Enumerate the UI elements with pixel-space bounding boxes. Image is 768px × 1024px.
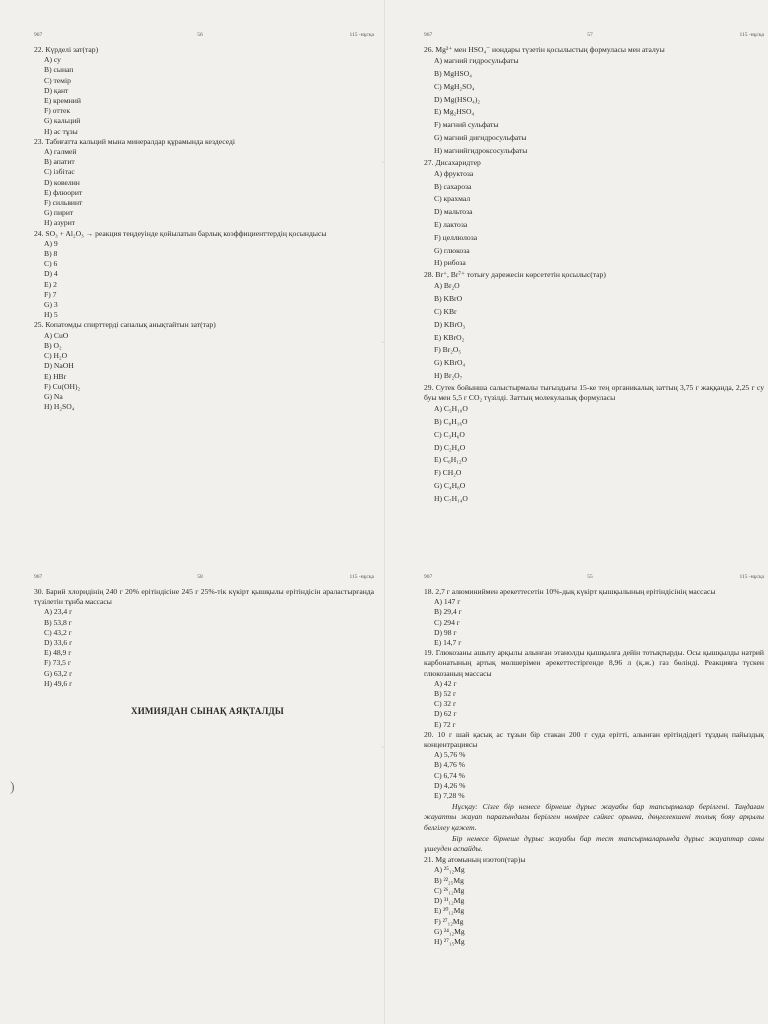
answer-option: F) целлюлоза	[434, 232, 478, 242]
question	[34, 320, 374, 412]
answer-option: D) KBrO₃	[434, 319, 466, 329]
answer-option: E) 2	[44, 279, 57, 289]
answer-option: A) 23,4 г	[44, 607, 73, 617]
answer-option: H) Br₂O₇	[434, 370, 463, 380]
answer-option: A) Br₂O	[434, 281, 460, 291]
question	[424, 383, 764, 506]
answer-option: B) C₈H₁₆O	[434, 416, 468, 426]
answer-option: C) ізбітас	[44, 167, 75, 177]
answer-option: C) MgH₂SO₄	[434, 81, 475, 91]
question	[424, 270, 764, 383]
answer-option: H) азурит	[44, 218, 76, 228]
answer-option: F) CH₂O	[434, 468, 462, 478]
answer-option: H) 5	[44, 310, 58, 320]
answer-option: B) 52 г	[434, 689, 457, 699]
instruction-note: Нұсқау: Сізге бір немесе бірнеше дұрыс жауабы бар тапсырмалар берілгені. Таңдаған жауапты жауап парағындағы берілген нөмірге сәйкес орынға, дөңгелекшені толық бояу арқылы белгілеу қажет.	[424, 802, 764, 832]
page-header	[34, 30, 374, 42]
option-list	[34, 331, 374, 413]
option-list	[34, 147, 374, 229]
answer-option: B) ²²₂₅Mg	[434, 875, 464, 885]
test-end-title: ХИМИЯДАН СЫНАҚ АЯҚТАЛДЫ	[131, 706, 284, 716]
answer-option: D) NaOH	[44, 361, 74, 371]
answer-option: F) ²⁷₁₂Mg	[434, 916, 464, 926]
option-list	[34, 239, 374, 321]
answer-option: B) 8	[44, 249, 58, 259]
page-55	[424, 572, 764, 947]
answer-option: A) CuO	[44, 330, 69, 340]
answer-option: D) 62 г	[434, 709, 457, 719]
question	[34, 587, 374, 689]
page-header	[34, 572, 374, 584]
answer-option: F) оттек	[44, 106, 71, 116]
question-text: 24. SO₃ + Al₂O₃ → реакция теңдеуінде қойылатын барлық коэффициенттердің қосындысы	[34, 228, 327, 238]
answer-option: D) C₂H₄O	[434, 442, 466, 452]
question	[424, 158, 764, 271]
option-list	[424, 55, 764, 157]
answer-option: D) 33,6 г	[44, 638, 73, 648]
answer-option: E) 14,7 г	[434, 638, 462, 648]
option-list	[34, 55, 374, 137]
question-text: 22. Күрделі зат(тар)	[34, 45, 99, 54]
question-text: 23. Табиғатта кальций мына минералдар құрамында кездеседі	[34, 136, 235, 146]
answer-option: E) C₆H₁₂O	[434, 455, 468, 465]
answer-option: F) 73,5 г	[44, 658, 71, 668]
answer-option: H) ас тұзы	[44, 126, 78, 136]
answer-option: B) MgHSO₄	[434, 69, 472, 78]
option-list	[424, 750, 764, 801]
page-57	[424, 30, 764, 506]
answer-option: G) пирит	[44, 208, 74, 218]
answer-option: F) 7	[44, 289, 57, 299]
answer-option: B) апатит	[44, 157, 75, 167]
answer-option: F) Br₂O₅	[434, 345, 462, 355]
answer-option: G) кальций	[44, 116, 81, 126]
question-text: 19. Глюкозаны ашыту арқылы алынған этанолды қышқылға дейін тотықтырды. Осы қышқылды натрий карбонатының артық мөлшерімен әрекеттестіргенде 8,96 л (қ.ж.) газ бөлінді. Реакцияға түскен глюкозаның массасы	[424, 648, 764, 678]
question-text: 21. Mg атомының изотоп(тар)ы	[424, 855, 526, 865]
answer-option: C) ²⁶₁₂Mg	[434, 885, 465, 895]
answer-option: C) крахмал	[434, 194, 471, 204]
answer-option: A) 5,76 %	[434, 750, 466, 760]
answer-option: D) қант	[44, 85, 69, 95]
question	[424, 648, 764, 730]
page-header	[424, 572, 764, 584]
page-58	[34, 572, 374, 689]
answer-option: H) 49,6 г	[44, 678, 73, 688]
answer-option: E) 48,9 г	[44, 648, 72, 658]
answer-option: D) 4	[44, 269, 58, 279]
question	[424, 45, 764, 158]
answer-option: A) 147 г	[434, 597, 461, 607]
answer-option: C) 43,2 г	[44, 627, 72, 637]
answer-option: B) KBrO	[434, 294, 463, 304]
answer-option: B) сахароза	[434, 181, 472, 191]
answer-option: H) магнийгидроксосульфаты	[434, 145, 528, 155]
option-list	[424, 865, 764, 947]
question	[34, 137, 374, 229]
answer-option: B) сынап	[44, 65, 74, 75]
answer-option: A) су	[44, 55, 61, 65]
answer-option: E) KBrO₂	[434, 332, 465, 342]
variant-label: 115 -нұсқа	[739, 32, 764, 38]
question-text: 29. Сутек бойынша салыстырмалы тығыздығы 15-ке тең органикалық заттың 3,75 г жаққанда, 2,25 г су буы мен 5,5 г CO₂ түзілді. Заттың молекулалық формуласы	[424, 382, 764, 402]
question-text: 28. Br⁺, Br⁷⁺ тотығу дәрежесін көрсететін қосылыс(тар)	[424, 270, 606, 280]
answer-option: H) ²⁷₁₅Mg	[434, 936, 465, 946]
question-text: 20. 10 г шай қасық ас тұзын бір стакан 200 г суда ерітті, алынған ерітіндідегі тұздың пайыздық концентрациясы	[424, 729, 764, 750]
question	[424, 730, 764, 801]
answer-option: C) 294 г	[434, 617, 460, 627]
answer-option: F) магний сульфаты	[434, 120, 499, 130]
question	[34, 45, 374, 137]
question-text: 18. 2,7 г алюминиймен әрекеттесетін 10%-дық күкірт қышқылының ерітіндісінің массасы	[424, 587, 716, 596]
variant-label: 115 -нұсқа	[349, 32, 374, 38]
answer-option: C) H₂O	[44, 351, 68, 361]
answer-option: A) ²⁵₁₂Mg	[434, 865, 465, 875]
answer-option: D) ³¹₁₂Mg	[434, 896, 465, 906]
option-list	[424, 168, 764, 270]
answer-option: E) 72 г	[434, 719, 456, 729]
answer-option: B) 4,76 %	[434, 760, 466, 770]
question-text: 27. Дисахаридтер	[424, 157, 481, 167]
answer-option: F) сильвинт	[44, 198, 83, 208]
option-list	[424, 597, 764, 648]
page-number: 55	[587, 574, 593, 580]
answer-option: G) магний дигидросульфаты	[434, 132, 527, 142]
option-list	[34, 607, 374, 689]
answer-option: G) Na	[44, 391, 63, 401]
answer-option: B) 29,4 г	[434, 607, 462, 617]
page-number: 58	[197, 574, 203, 580]
question	[424, 587, 764, 648]
question-text: 25. Копатомды спирттерді сапалық анықтайтын зат(тар)	[34, 320, 216, 330]
answer-option: A) 9	[44, 238, 58, 248]
answer-option: E) кремний	[44, 96, 81, 106]
page-number: 56	[197, 32, 203, 38]
question-text: 26. Mg²⁺ мен HSO₄⁻ иондары түзетін қосылыстың формуласы мен аталуы	[424, 45, 665, 54]
booklet-code: 967	[424, 574, 433, 580]
answer-option: G) 63,2 г	[44, 668, 73, 678]
answer-option: F) Cu(OH)₂	[44, 381, 81, 391]
answer-option: H) H₂SO₄	[44, 402, 75, 412]
option-list	[424, 280, 764, 382]
answer-option: G) 3	[44, 300, 58, 310]
answer-option: G) C₄H₈O	[434, 480, 466, 490]
scan-mark: ·	[382, 340, 384, 346]
booklet-code: 967	[34, 574, 43, 580]
instruction-note-2: Бір немесе бірнеше дұрыс жауабы бар тест тапсырмаларында дұрыс жауаптар саны ұшеуден аспайды.	[424, 833, 764, 854]
scan-mark: )	[10, 780, 15, 795]
answer-option: B) O₂	[44, 340, 62, 350]
answer-option: B) 53,8 г	[44, 617, 72, 627]
answer-option: G) глюкоза	[434, 245, 470, 255]
answer-option: D) 4,26 %	[434, 780, 466, 790]
question	[424, 855, 764, 947]
answer-option: E) 7,28 %	[434, 791, 465, 801]
page-56	[34, 30, 374, 412]
answer-option: C) 32 г	[434, 699, 457, 709]
answer-option: A) 42 г	[434, 678, 457, 688]
answer-option: E) HBr	[44, 371, 67, 381]
answer-option: H) C₇H₁₄O	[434, 493, 468, 503]
answer-option: A) галмей	[44, 147, 77, 157]
answer-option: A) фруктоза	[434, 168, 474, 178]
option-list	[424, 403, 764, 505]
option-list	[424, 679, 764, 730]
answer-option: C) 6	[44, 259, 58, 269]
scan-mark: ·	[382, 160, 384, 166]
answer-option: E) ²⁰₁₂Mg	[434, 906, 465, 916]
variant-label: 115 -нұсқа	[739, 574, 764, 580]
page-gutter	[384, 0, 385, 1024]
variant-label: 115 -нұсқа	[349, 574, 374, 580]
answer-option: D) Mg(HSO₄)₂	[434, 94, 481, 104]
page-header	[424, 30, 764, 42]
question	[34, 229, 374, 321]
answer-option: D) мальтоза	[434, 207, 473, 217]
answer-option: C) темір	[44, 75, 71, 85]
answer-option: A) C₅H₁₀O	[434, 404, 468, 414]
answer-option: E) флюорит	[44, 187, 83, 197]
answer-option: H) рибоза	[434, 258, 466, 268]
booklet-code: 967	[34, 32, 43, 38]
page-number: 57	[587, 32, 593, 38]
answer-option: G) ²⁴₁₂Mg	[434, 926, 465, 936]
answer-option: C) 6,74 %	[434, 770, 466, 780]
answer-option: D) 98 г	[434, 627, 457, 637]
scan-mark: ·	[382, 745, 384, 751]
answer-option: D) ковелин	[44, 177, 80, 187]
answer-option: C) C₃H₆O	[434, 429, 465, 439]
booklet-code: 967	[424, 32, 433, 38]
answer-option: G) KBrO₄	[434, 358, 466, 368]
answer-option: C) KBr	[434, 306, 457, 316]
question-text: 30. Барий хлоридінің 240 г 20% ерітіндісіне 245 г 25%-тік күкірт қышқылы ерітіндісін араластырғанда түзілетін тұнба массасы	[34, 587, 374, 607]
answer-option: E) лактоза	[434, 219, 468, 229]
answer-option: A) магний гидросульфаты	[434, 56, 519, 66]
answer-option: E) Mg₂HSO₄	[434, 107, 475, 117]
